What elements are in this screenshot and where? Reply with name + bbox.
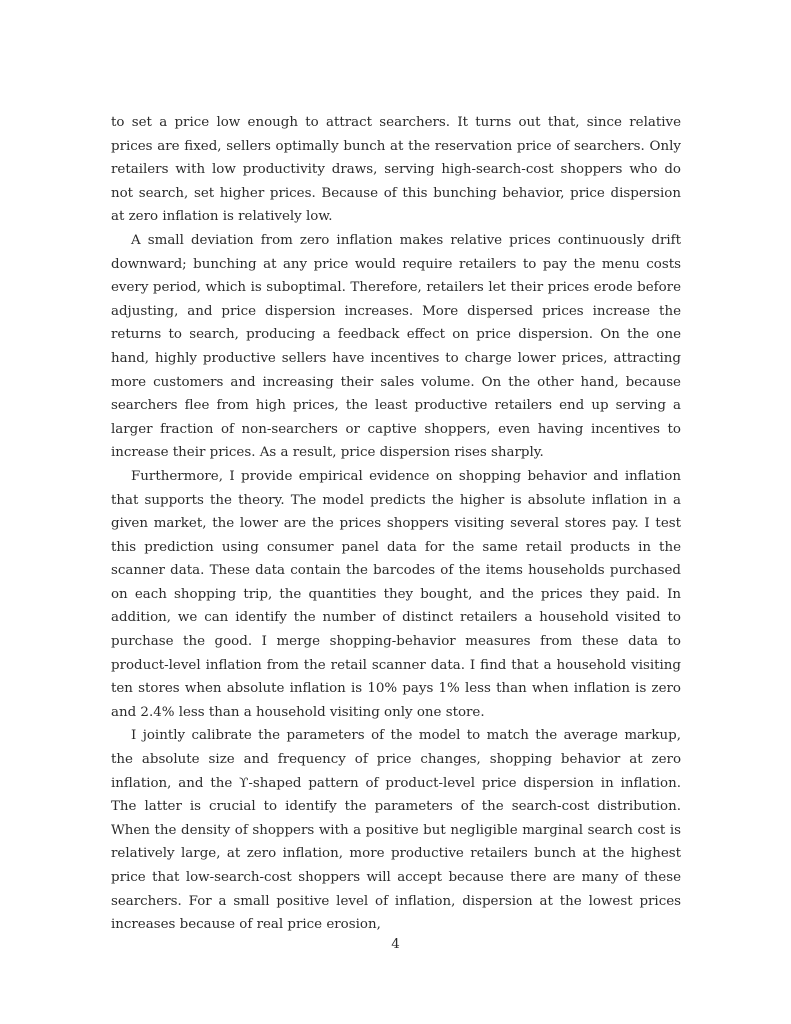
paragraph-inflation-deviation: A small deviation from zero inflation makes relative prices continuously drift downward; bunching at any price would require retailers to pay the menu costs every period, which is suboptimal. Therefore, retailers let their prices erode before adjusting, and price dispersion increases. More dispersed prices increase the returns to search, producing a feedback effect on price dispersion. On the one hand, highly productive sellers have incentives to charge lower prices, attracting more customers and increasing their sales volume. On the other hand, because searchers flee from high prices, the least productive retailers end up serving a larger fraction of non-searchers or captive shoppers, even having incentives to increase their prices. As a result, price dispersion rises sharply. (111, 232, 681, 461)
body-text (111, 111, 681, 937)
paragraph-calibration: I jointly calibrate the parameters of the model to match the average markup, the absolute size and frequency of price changes, shopping behavior at zero inflation, and the ϒ-shaped pattern of product-level price dispersion in inflation. The latter is crucial to identify the parameters of the search-cost distribution. When the density of shoppers with a positive but negligible marginal search cost is relatively large, at zero inflation, more productive retailers bunch at the highest price that low-search-cost shoppers will accept because there are many of these searchers. For a small positive level of inflation, dispersion at the lowest prices increases because of real price erosion, (111, 728, 681, 933)
paragraph-empirical-evidence: Furthermore, I provide empirical evidence on shopping behavior and inflation that supports the theory. The model predicts the higher is absolute inflation in a given market, the lower are the prices shoppers visiting several stores pay. I test this prediction using consumer panel data for the same retail products in the scanner data. These data contain the barcodes of the items households purchased on each shopping trip, the quantities they bought, and the prices they paid. In addition, we can identify the number of distinct retailers a household visited to purchase the good. I merge shopping-behavior measures from these data to product-level inflation from the retail scanner data. I find that a household visiting ten stores when absolute inflation is 10% pays 1% less than when inflation is zero and 2.4% less than a household visiting only one store. (111, 468, 681, 720)
paragraph-continuation: to set a price low enough to attract searchers. It turns out that, since relative prices are fixed, sellers optimally bunch at the reservation price of searchers. Only retailers with low productivity draws, serving high-search-cost shoppers who do not search, set higher prices. Because of this bunching behavior, price dispersion at zero inflation is relatively low. (111, 115, 681, 225)
page-number: 4 (391, 937, 400, 952)
